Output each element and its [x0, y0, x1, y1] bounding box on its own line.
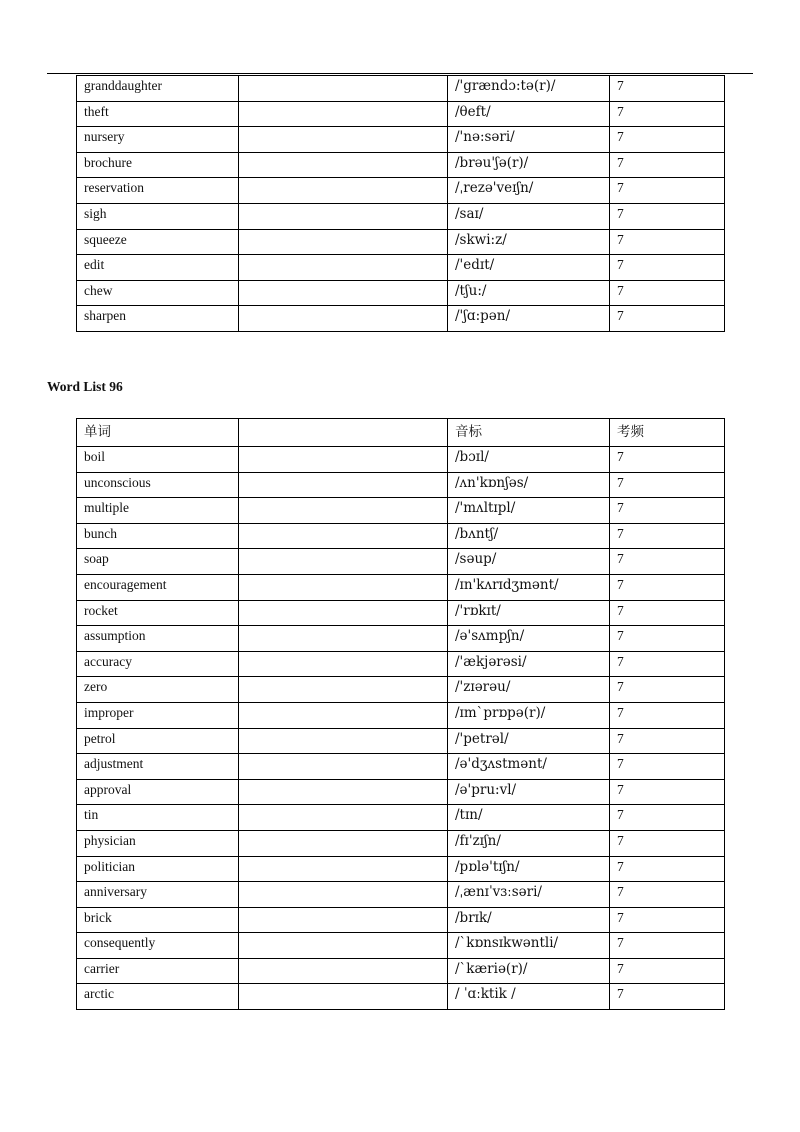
- vocab-table-word-list-96: [76, 418, 725, 1010]
- table-row: [77, 447, 725, 473]
- meaning-cell: [239, 856, 448, 882]
- phonetic-cell: / ˈɑːktik /: [448, 984, 610, 1010]
- phonetic-cell: /ˋkæriə(r)/: [448, 958, 610, 984]
- frequency-cell: 7: [610, 882, 725, 908]
- word-cell: brochure: [77, 152, 239, 178]
- vocab-table-body: [77, 419, 725, 1010]
- frequency-cell: 7: [610, 472, 725, 498]
- meaning-cell: [239, 626, 448, 652]
- header-phonetic: 音标: [448, 419, 610, 447]
- word-cell: squeeze: [77, 229, 239, 255]
- frequency-cell: 7: [610, 856, 725, 882]
- frequency-cell: 7: [610, 754, 725, 780]
- phonetic-cell: /ə'sʌmpʃn/: [448, 626, 610, 652]
- meaning-cell: [239, 728, 448, 754]
- phonetic-cell: /ɪmˋprɒpə(r)/: [448, 702, 610, 728]
- phonetic-cell: /'edɪt/: [448, 255, 610, 281]
- word-cell: sigh: [77, 203, 239, 229]
- table-row: [77, 856, 725, 882]
- word-cell: granddaughter: [77, 76, 239, 102]
- frequency-cell: 7: [610, 447, 725, 473]
- meaning-cell: [239, 805, 448, 831]
- word-cell: sharpen: [77, 306, 239, 332]
- word-cell: arctic: [77, 984, 239, 1010]
- meaning-cell: [239, 677, 448, 703]
- phonetic-cell: /bɔɪl/: [448, 447, 610, 473]
- word-cell: boil: [77, 447, 239, 473]
- meaning-cell: [239, 127, 448, 153]
- frequency-cell: 7: [610, 651, 725, 677]
- frequency-cell: 7: [610, 280, 725, 306]
- table-row: [77, 280, 725, 306]
- table-row: [77, 152, 725, 178]
- vocab-table-body: [77, 76, 725, 332]
- frequency-cell: 7: [610, 830, 725, 856]
- frequency-cell: 7: [610, 728, 725, 754]
- word-list-heading: Word List 96: [47, 379, 123, 394]
- frequency-cell: 7: [610, 677, 725, 703]
- frequency-cell: 7: [610, 523, 725, 549]
- meaning-cell: [239, 447, 448, 473]
- table-row: [77, 805, 725, 831]
- phonetic-cell: /'nə:səri/: [448, 127, 610, 153]
- meaning-cell: [239, 958, 448, 984]
- word-cell: nursery: [77, 127, 239, 153]
- phonetic-cell: /pɒlə'tɪʃn/: [448, 856, 610, 882]
- phonetic-cell: /'grændɔ:tə(r)/: [448, 76, 610, 102]
- phonetic-cell: /skwi:z/: [448, 229, 610, 255]
- frequency-cell: 7: [610, 984, 725, 1010]
- meaning-cell: [239, 600, 448, 626]
- meaning-cell: [239, 178, 448, 204]
- table-row: [77, 728, 725, 754]
- word-cell: zero: [77, 677, 239, 703]
- phonetic-cell: /'ækjərəsi/: [448, 651, 610, 677]
- header-frequency: 考频: [610, 419, 725, 447]
- table-row: [77, 127, 725, 153]
- frequency-cell: 7: [610, 958, 725, 984]
- frequency-cell: 7: [610, 229, 725, 255]
- frequency-cell: 7: [610, 600, 725, 626]
- phonetic-cell: /ə'dʒʌstmənt/: [448, 754, 610, 780]
- table-row: [77, 306, 725, 332]
- frequency-cell: 7: [610, 101, 725, 127]
- word-cell: anniversary: [77, 882, 239, 908]
- table-row: [77, 255, 725, 281]
- meaning-cell: [239, 203, 448, 229]
- word-cell: brick: [77, 907, 239, 933]
- word-cell: soap: [77, 549, 239, 575]
- vocab-table-continued: [76, 75, 725, 332]
- frequency-cell: 7: [610, 152, 725, 178]
- word-cell: reservation: [77, 178, 239, 204]
- word-cell: chew: [77, 280, 239, 306]
- phonetic-cell: /saɪ/: [448, 203, 610, 229]
- header-word: 单词: [77, 419, 239, 447]
- table-row: [77, 984, 725, 1010]
- phonetic-cell: /θeft/: [448, 101, 610, 127]
- frequency-cell: 7: [610, 255, 725, 281]
- phonetic-cell: /brɪk/: [448, 907, 610, 933]
- meaning-cell: [239, 229, 448, 255]
- table-row: [77, 178, 725, 204]
- word-cell: assumption: [77, 626, 239, 652]
- meaning-cell: [239, 984, 448, 1010]
- word-cell: adjustment: [77, 754, 239, 780]
- meaning-cell: [239, 702, 448, 728]
- phonetic-cell: /brəu'ʃə(r)/: [448, 152, 610, 178]
- phonetic-cell: /ˋkɒnsɪkwəntli/: [448, 933, 610, 959]
- header-blank: [239, 419, 448, 447]
- phonetic-cell: /tʃu:/: [448, 280, 610, 306]
- phonetic-cell: /'mʌltɪpl/: [448, 498, 610, 524]
- word-cell: carrier: [77, 958, 239, 984]
- word-cell: unconscious: [77, 472, 239, 498]
- frequency-cell: 7: [610, 702, 725, 728]
- table-row: [77, 882, 725, 908]
- table-row: [77, 830, 725, 856]
- table-row: [77, 523, 725, 549]
- table-header-row: [77, 419, 725, 447]
- meaning-cell: [239, 76, 448, 102]
- meaning-cell: [239, 754, 448, 780]
- table-row: [77, 498, 725, 524]
- meaning-cell: [239, 472, 448, 498]
- table-row: [77, 779, 725, 805]
- frequency-cell: 7: [610, 933, 725, 959]
- meaning-cell: [239, 306, 448, 332]
- table-row: [77, 549, 725, 575]
- meaning-cell: [239, 152, 448, 178]
- table-row: [77, 203, 725, 229]
- word-cell: petrol: [77, 728, 239, 754]
- table-row: [77, 229, 725, 255]
- frequency-cell: 7: [610, 805, 725, 831]
- meaning-cell: [239, 882, 448, 908]
- header-rule: [47, 73, 753, 74]
- word-cell: physician: [77, 830, 239, 856]
- frequency-cell: 7: [610, 306, 725, 332]
- meaning-cell: [239, 255, 448, 281]
- phonetic-cell: /'petrəl/: [448, 728, 610, 754]
- meaning-cell: [239, 549, 448, 575]
- word-cell: politician: [77, 856, 239, 882]
- meaning-cell: [239, 498, 448, 524]
- table-row: [77, 958, 725, 984]
- meaning-cell: [239, 830, 448, 856]
- table-row: [77, 472, 725, 498]
- word-cell: improper: [77, 702, 239, 728]
- phonetic-cell: /ʌn'kɒnʃəs/: [448, 472, 610, 498]
- meaning-cell: [239, 651, 448, 677]
- phonetic-cell: /'zɪərəu/: [448, 677, 610, 703]
- phonetic-cell: /ə'pru:vl/: [448, 779, 610, 805]
- word-cell: tin: [77, 805, 239, 831]
- word-cell: approval: [77, 779, 239, 805]
- phonetic-cell: /tɪn/: [448, 805, 610, 831]
- table-row: [77, 626, 725, 652]
- frequency-cell: 7: [610, 498, 725, 524]
- frequency-cell: 7: [610, 574, 725, 600]
- table-row: [77, 702, 725, 728]
- word-cell: bunch: [77, 523, 239, 549]
- phonetic-cell: /bʌntʃ/: [448, 523, 610, 549]
- frequency-cell: 7: [610, 626, 725, 652]
- frequency-cell: 7: [610, 203, 725, 229]
- table-row: [77, 677, 725, 703]
- phonetic-cell: /ˌrezə'veɪʃn/: [448, 178, 610, 204]
- phonetic-cell: /ɪn'kʌrɪdʒmənt/: [448, 574, 610, 600]
- meaning-cell: [239, 574, 448, 600]
- word-cell: edit: [77, 255, 239, 281]
- word-cell: multiple: [77, 498, 239, 524]
- table-row: [77, 907, 725, 933]
- meaning-cell: [239, 907, 448, 933]
- frequency-cell: 7: [610, 127, 725, 153]
- phonetic-cell: /fɪ'zɪʃn/: [448, 830, 610, 856]
- meaning-cell: [239, 101, 448, 127]
- meaning-cell: [239, 779, 448, 805]
- word-cell: accuracy: [77, 651, 239, 677]
- phonetic-cell: /'ʃɑ:pən/: [448, 306, 610, 332]
- frequency-cell: 7: [610, 76, 725, 102]
- meaning-cell: [239, 280, 448, 306]
- frequency-cell: 7: [610, 907, 725, 933]
- word-cell: rocket: [77, 600, 239, 626]
- phonetic-cell: /'rɒkɪt/: [448, 600, 610, 626]
- frequency-cell: 7: [610, 178, 725, 204]
- frequency-cell: 7: [610, 549, 725, 575]
- word-cell: encouragement: [77, 574, 239, 600]
- table-row: [77, 76, 725, 102]
- meaning-cell: [239, 933, 448, 959]
- table-row: [77, 651, 725, 677]
- word-cell: consequently: [77, 933, 239, 959]
- table-row: [77, 600, 725, 626]
- frequency-cell: 7: [610, 779, 725, 805]
- phonetic-cell: /səup/: [448, 549, 610, 575]
- word-cell: theft: [77, 101, 239, 127]
- table-row: [77, 754, 725, 780]
- phonetic-cell: /ˌænɪˈvɜːsəri/: [448, 882, 610, 908]
- meaning-cell: [239, 523, 448, 549]
- table-row: [77, 574, 725, 600]
- table-row: [77, 933, 725, 959]
- table-row: [77, 101, 725, 127]
